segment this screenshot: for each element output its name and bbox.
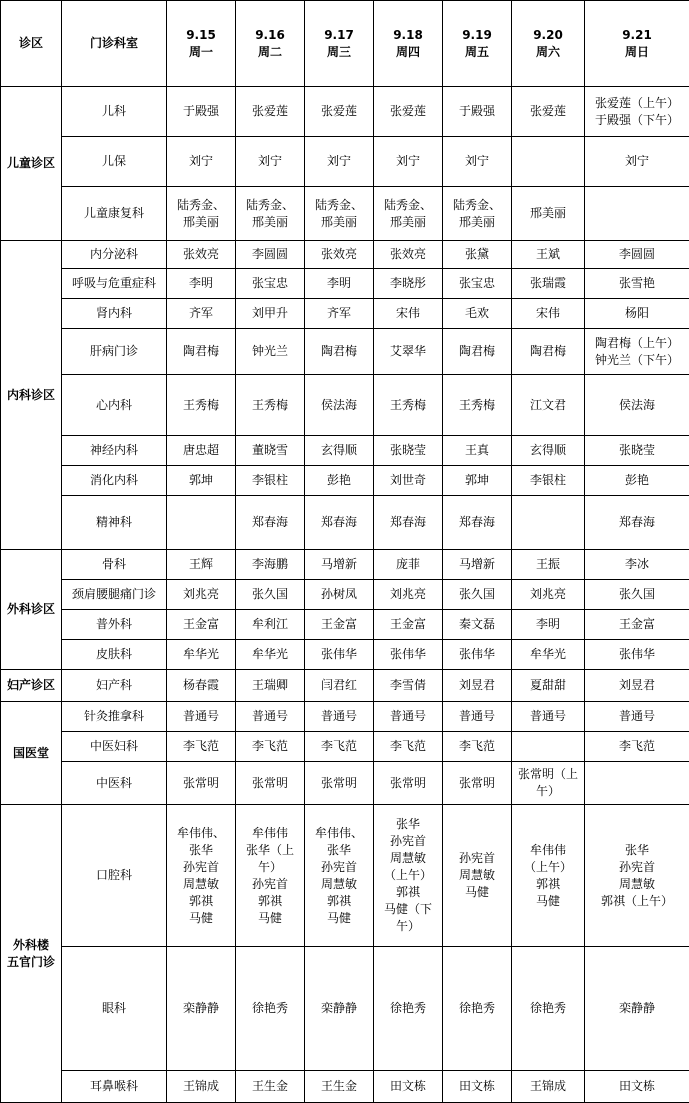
table-row [1, 1071, 689, 1103]
doctor-cell: 田文栋 [443, 1071, 512, 1103]
doctor-cell: 王秀梅 [236, 375, 305, 436]
zone-label: 国医堂 [1, 702, 62, 805]
dept-name: 针灸推拿科 [62, 702, 167, 732]
dept-name: 呼吸与危重症科 [62, 269, 167, 299]
dept-name: 口腔科 [62, 805, 167, 947]
dept-name: 眼科 [62, 947, 167, 1071]
doctor-cell: 陶君梅（上午） 钟光兰（下午） [585, 329, 689, 375]
doctor-cell: 郭坤 [443, 466, 512, 496]
doctor-cell: 李海鹏 [236, 550, 305, 580]
header-day [167, 1, 236, 87]
dept-name: 消化内科 [62, 466, 167, 496]
doctor-cell: 刘宁 [585, 137, 689, 187]
doctor-cell: 张爱莲 [236, 87, 305, 137]
doctor-cell: 李明 [512, 610, 585, 640]
doctor-cell: 王锦成 [512, 1071, 585, 1103]
table-row [1, 947, 689, 1071]
doctor-cell: 齐军 [167, 299, 236, 329]
table-row [1, 640, 689, 670]
doctor-cell: 艾翠华 [374, 329, 443, 375]
doctor-cell: 普通号 [236, 702, 305, 732]
header-day [305, 1, 374, 87]
doctor-cell: 玄得顺 [305, 436, 374, 466]
doctor-cell: 张晓莹 [585, 436, 689, 466]
doctor-cell: 刘宁 [374, 137, 443, 187]
doctor-cell: 江文君 [512, 375, 585, 436]
doctor-cell: 牟伟伟 （上午） 郭祺 马健 [512, 805, 585, 947]
table-row [1, 436, 689, 466]
doctor-cell: 李飞范 [167, 732, 236, 762]
doctor-cell [512, 137, 585, 187]
doctor-cell: 牟华光 [236, 640, 305, 670]
doctor-cell: 刘昱君 [585, 670, 689, 702]
zone-label: 妇产诊区 [1, 670, 62, 702]
header-row [1, 1, 689, 87]
header-weekday: 周二 [257, 44, 282, 59]
table-row [1, 670, 689, 702]
header-date: 9.20 [533, 27, 563, 42]
dept-name: 儿童康复科 [62, 187, 167, 241]
doctor-cell: 毛欢 [443, 299, 512, 329]
doctor-cell: 陶君梅 [512, 329, 585, 375]
doctor-cell: 刘宁 [167, 137, 236, 187]
doctor-cell: 普通号 [512, 702, 585, 732]
doctor-cell: 李飞范 [585, 732, 689, 762]
doctor-cell: 普通号 [443, 702, 512, 732]
doctor-cell: 王生金 [305, 1071, 374, 1103]
dept-name: 颈肩腰腿痛门诊 [62, 580, 167, 610]
doctor-cell: 侯法海 [305, 375, 374, 436]
doctor-cell [585, 762, 689, 805]
doctor-cell: 刘兆亮 [167, 580, 236, 610]
doctor-cell [512, 732, 585, 762]
table-row [1, 269, 689, 299]
doctor-cell: 王生金 [236, 1071, 305, 1103]
doctor-cell: 孙树凤 [305, 580, 374, 610]
doctor-cell: 刘昱君 [443, 670, 512, 702]
doctor-cell: 秦文磊 [443, 610, 512, 640]
doctor-cell: 普通号 [585, 702, 689, 732]
doctor-cell: 张华 孙宪首 周慧敏 郭祺（上午） [585, 805, 689, 947]
doctor-cell: 宋伟 [512, 299, 585, 329]
dept-name: 内分泌科 [62, 241, 167, 269]
doctor-cell: 李圆圆 [236, 241, 305, 269]
dept-name: 中医科 [62, 762, 167, 805]
table-row [1, 610, 689, 640]
header-day [374, 1, 443, 87]
doctor-cell: 栾静静 [167, 947, 236, 1071]
doctor-cell: 马增新 [443, 550, 512, 580]
doctor-cell: 牟华光 [167, 640, 236, 670]
table-row [1, 496, 689, 550]
dept-name: 精神科 [62, 496, 167, 550]
header-weekday: 周三 [326, 44, 351, 59]
doctor-cell: 张久国 [443, 580, 512, 610]
dept-name: 心内科 [62, 375, 167, 436]
doctor-cell: 张伟华 [585, 640, 689, 670]
table-row [1, 87, 689, 137]
table-row [1, 762, 689, 805]
doctor-cell: 张常明 [305, 762, 374, 805]
doctor-cell: 王秀梅 [443, 375, 512, 436]
doctor-cell: 张久国 [585, 580, 689, 610]
doctor-cell: 张华 孙宪首 周慧敏 （上午） 郭祺 马健（下 午） [374, 805, 443, 947]
doctor-cell: 钟光兰 [236, 329, 305, 375]
doctor-cell: 刘甲升 [236, 299, 305, 329]
doctor-cell: 陆秀金、 邢美丽 [167, 187, 236, 241]
doctor-cell: 郑春海 [305, 496, 374, 550]
doctor-cell: 王辉 [167, 550, 236, 580]
doctor-cell: 张爱莲 [305, 87, 374, 137]
doctor-cell: 宋伟 [374, 299, 443, 329]
doctor-cell: 张宝忠 [443, 269, 512, 299]
header-date: 9.18 [393, 27, 423, 42]
dept-name: 骨科 [62, 550, 167, 580]
doctor-cell: 刘宁 [236, 137, 305, 187]
doctor-cell [512, 496, 585, 550]
doctor-cell: 王斌 [512, 241, 585, 269]
doctor-cell: 张效亮 [374, 241, 443, 269]
doctor-cell [585, 187, 689, 241]
table-row [1, 580, 689, 610]
doctor-cell: 张爱莲 [374, 87, 443, 137]
doctor-cell: 徐艳秀 [236, 947, 305, 1071]
table-row [1, 187, 689, 241]
header-zone: 诊区 [1, 1, 62, 87]
table-row [1, 375, 689, 436]
header-day [512, 1, 585, 87]
doctor-cell: 普通号 [305, 702, 374, 732]
table-row [1, 299, 689, 329]
header-weekday: 周五 [464, 44, 489, 59]
doctor-cell: 牟华光 [512, 640, 585, 670]
dept-name: 肝病门诊 [62, 329, 167, 375]
doctor-cell: 刘世奇 [374, 466, 443, 496]
header-day [585, 1, 689, 87]
doctor-cell: 玄得顺 [512, 436, 585, 466]
doctor-cell: 张常明 [374, 762, 443, 805]
doctor-cell: 彭艳 [585, 466, 689, 496]
dept-name: 儿保 [62, 137, 167, 187]
doctor-cell: 张晓莹 [374, 436, 443, 466]
doctor-cell: 张雪艳 [585, 269, 689, 299]
doctor-cell: 庞菲 [374, 550, 443, 580]
table-row [1, 137, 689, 187]
doctor-cell: 陆秀金、 邢美丽 [305, 187, 374, 241]
doctor-cell: 张爱莲（上午） 于殿强（下午） [585, 87, 689, 137]
doctor-cell: 唐忠超 [167, 436, 236, 466]
doctor-cell: 张常明 [443, 762, 512, 805]
zone-label: 儿童诊区 [1, 87, 62, 241]
doctor-cell: 张常明（上 午） [512, 762, 585, 805]
doctor-cell: 牟伟伟 张华（上 午） 孙宪首 郭祺 马健 [236, 805, 305, 947]
doctor-cell: 王锦成 [167, 1071, 236, 1103]
doctor-cell: 李飞范 [443, 732, 512, 762]
zone-label: 内科诊区 [1, 241, 62, 550]
doctor-cell: 王真 [443, 436, 512, 466]
doctor-cell: 郑春海 [236, 496, 305, 550]
zone-label: 外科楼 五官门诊 [1, 805, 62, 1103]
doctor-cell: 杨阳 [585, 299, 689, 329]
doctor-cell: 李冰 [585, 550, 689, 580]
doctor-cell: 李圆圆 [585, 241, 689, 269]
doctor-cell: 张效亮 [305, 241, 374, 269]
doctor-cell: 普通号 [167, 702, 236, 732]
doctor-cell: 张宝忠 [236, 269, 305, 299]
doctor-cell: 牟伟伟、 张华 孙宪首 周慧敏 郭祺 马健 [305, 805, 374, 947]
doctor-cell: 李银柱 [236, 466, 305, 496]
doctor-cell: 李雪倩 [374, 670, 443, 702]
doctor-cell: 王秀梅 [167, 375, 236, 436]
doctor-cell: 张常明 [167, 762, 236, 805]
doctor-cell: 刘兆亮 [374, 580, 443, 610]
table-row [1, 466, 689, 496]
header-date: 9.21 [622, 27, 652, 42]
doctor-cell: 刘兆亮 [512, 580, 585, 610]
header-dept: 门诊科室 [62, 1, 167, 87]
table-row [1, 805, 689, 947]
doctor-cell: 田文栋 [374, 1071, 443, 1103]
doctor-cell: 郭坤 [167, 466, 236, 496]
header-weekday: 周一 [188, 44, 213, 59]
doctor-cell: 闫君红 [305, 670, 374, 702]
doctor-cell: 刘宁 [443, 137, 512, 187]
doctor-cell: 夏甜甜 [512, 670, 585, 702]
doctor-cell: 王金富 [585, 610, 689, 640]
table-row [1, 732, 689, 762]
zone-label: 外科诊区 [1, 550, 62, 670]
doctor-cell: 张伟华 [305, 640, 374, 670]
doctor-cell: 王金富 [305, 610, 374, 640]
doctor-cell: 陆秀金、 邢美丽 [374, 187, 443, 241]
doctor-cell: 徐艳秀 [512, 947, 585, 1071]
dept-name: 耳鼻喉科 [62, 1071, 167, 1103]
doctor-cell: 于殿强 [443, 87, 512, 137]
doctor-cell: 陶君梅 [443, 329, 512, 375]
doctor-cell: 陆秀金、 邢美丽 [443, 187, 512, 241]
doctor-cell: 杨春霞 [167, 670, 236, 702]
doctor-cell: 徐艳秀 [374, 947, 443, 1071]
doctor-cell: 马增新 [305, 550, 374, 580]
doctor-cell: 李晓彤 [374, 269, 443, 299]
doctor-cell: 张久国 [236, 580, 305, 610]
doctor-cell: 彭艳 [305, 466, 374, 496]
doctor-cell: 牟利江 [236, 610, 305, 640]
doctor-cell: 陆秀金、 邢美丽 [236, 187, 305, 241]
doctor-cell: 张伟华 [374, 640, 443, 670]
dept-name: 儿科 [62, 87, 167, 137]
dept-name: 中医妇科 [62, 732, 167, 762]
doctor-cell: 张瑞霞 [512, 269, 585, 299]
dept-name: 肾内科 [62, 299, 167, 329]
doctor-cell: 齐军 [305, 299, 374, 329]
dept-name: 神经内科 [62, 436, 167, 466]
doctor-cell: 郑春海 [374, 496, 443, 550]
doctor-cell: 于殿强 [167, 87, 236, 137]
header-date: 9.19 [462, 27, 492, 42]
doctor-cell: 牟伟伟、 张华 孙宪首 周慧敏 郭祺 马健 [167, 805, 236, 947]
doctor-cell: 徐艳秀 [443, 947, 512, 1071]
doctor-cell: 王金富 [167, 610, 236, 640]
header-weekday: 周四 [395, 44, 420, 59]
doctor-cell: 栾静静 [305, 947, 374, 1071]
dept-name: 妇产科 [62, 670, 167, 702]
header-day [443, 1, 512, 87]
doctor-cell: 张伟华 [443, 640, 512, 670]
doctor-cell: 孙宪首 周慧敏 马健 [443, 805, 512, 947]
header-date: 9.15 [186, 27, 216, 42]
doctor-cell: 李银柱 [512, 466, 585, 496]
header-day [236, 1, 305, 87]
doctor-cell: 李飞范 [305, 732, 374, 762]
doctor-cell: 张效亮 [167, 241, 236, 269]
header-weekday: 周六 [535, 44, 560, 59]
dept-name: 普外科 [62, 610, 167, 640]
doctor-cell: 王金富 [374, 610, 443, 640]
header-weekday: 周日 [624, 44, 649, 59]
table-row [1, 241, 689, 269]
doctor-cell: 邢美丽 [512, 187, 585, 241]
doctor-cell: 王振 [512, 550, 585, 580]
doctor-cell: 陶君梅 [305, 329, 374, 375]
header-date: 9.17 [324, 27, 354, 42]
doctor-cell: 田文栋 [585, 1071, 689, 1103]
doctor-cell: 张爱莲 [512, 87, 585, 137]
doctor-cell: 刘宁 [305, 137, 374, 187]
table-row [1, 329, 689, 375]
table-row [1, 550, 689, 580]
doctor-cell: 郑春海 [585, 496, 689, 550]
doctor-cell: 董晓雪 [236, 436, 305, 466]
doctor-cell: 李飞范 [374, 732, 443, 762]
doctor-cell: 王瑞卿 [236, 670, 305, 702]
doctor-cell: 侯法海 [585, 375, 689, 436]
header-date: 9.16 [255, 27, 285, 42]
doctor-cell: 李明 [305, 269, 374, 299]
doctor-cell: 栾静静 [585, 947, 689, 1071]
doctor-cell: 陶君梅 [167, 329, 236, 375]
doctor-cell: 张常明 [236, 762, 305, 805]
doctor-cell: 李明 [167, 269, 236, 299]
doctor-cell: 王秀梅 [374, 375, 443, 436]
doctor-cell: 张黛 [443, 241, 512, 269]
doctor-cell: 普通号 [374, 702, 443, 732]
dept-name: 皮肤科 [62, 640, 167, 670]
doctor-cell: 郑春海 [443, 496, 512, 550]
doctor-cell: 李飞范 [236, 732, 305, 762]
table-row [1, 702, 689, 732]
doctor-cell [167, 496, 236, 550]
